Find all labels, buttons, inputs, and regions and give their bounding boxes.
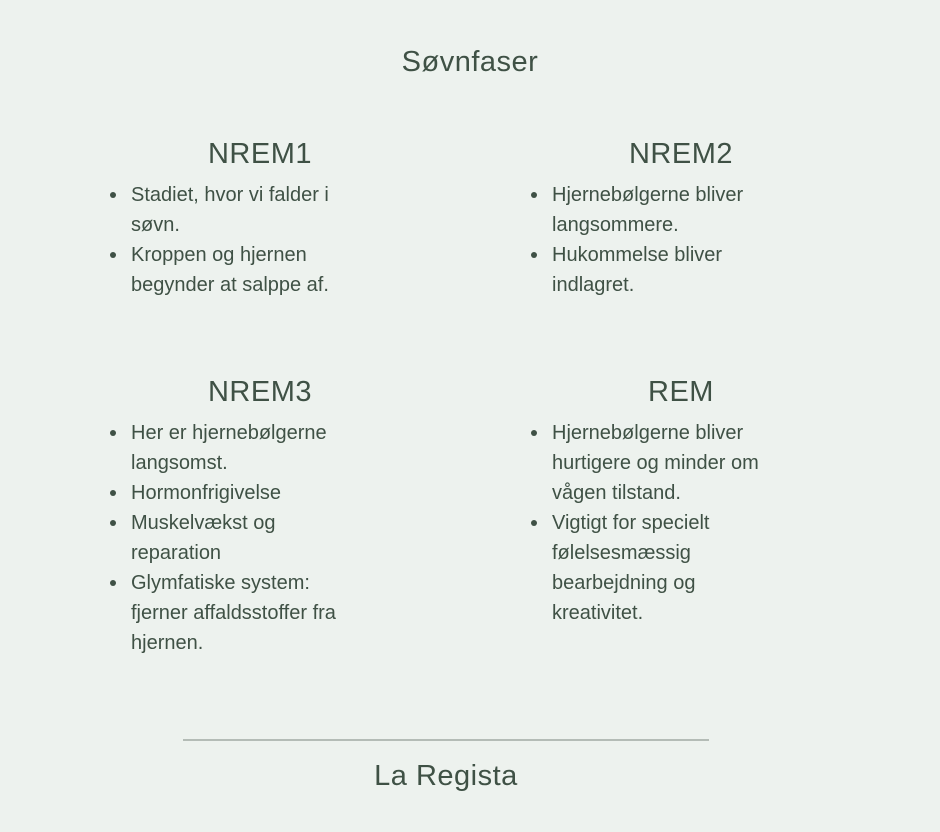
page-title: Søvnfaser bbox=[401, 46, 539, 78]
section-nrem1-bullet-list bbox=[105, 180, 415, 300]
list-item: Muskelvækst og reparation bbox=[131, 508, 357, 568]
section-nrem1-heading: NREM1 bbox=[207, 138, 312, 170]
section-nrem2-heading: NREM2 bbox=[628, 138, 733, 170]
list-item: Hjernebølgerne bliver langsommere. bbox=[552, 180, 778, 240]
list-item: Hukommelse bliver indlagret. bbox=[552, 240, 778, 300]
list-item: Hormonfrigivelse bbox=[131, 478, 357, 508]
section-nrem1 bbox=[105, 136, 415, 300]
section-nrem3-bullet-list bbox=[105, 418, 415, 658]
section-nrem3 bbox=[105, 374, 415, 658]
section-nrem2 bbox=[526, 136, 836, 300]
sections-grid bbox=[105, 136, 940, 658]
footer-brand: La Regista bbox=[374, 760, 518, 792]
footer bbox=[183, 739, 709, 794]
divider-line bbox=[183, 739, 709, 741]
list-item: Her er hjernebølgerne langsomst. bbox=[131, 418, 357, 478]
list-item: Hjernebølgerne bliver hurtigere og minder om vågen tilstand. bbox=[552, 418, 778, 508]
section-nrem3-heading: NREM3 bbox=[207, 376, 312, 408]
list-item: Kroppen og hjernen begynder at salppe af. bbox=[131, 240, 357, 300]
section-nrem2-bullet-list bbox=[526, 180, 836, 300]
list-item: Glymfatiske system: fjerner affaldsstoffer fra hjernen. bbox=[131, 568, 357, 658]
list-item: Stadiet, hvor vi falder i søvn. bbox=[131, 180, 357, 240]
list-item: Vigtigt for specielt følelsesmæssig bearbejdning og kreativitet. bbox=[552, 508, 778, 628]
section-rem-heading: REM bbox=[648, 376, 714, 408]
section-rem bbox=[526, 374, 836, 658]
section-rem-bullet-list bbox=[526, 418, 836, 628]
